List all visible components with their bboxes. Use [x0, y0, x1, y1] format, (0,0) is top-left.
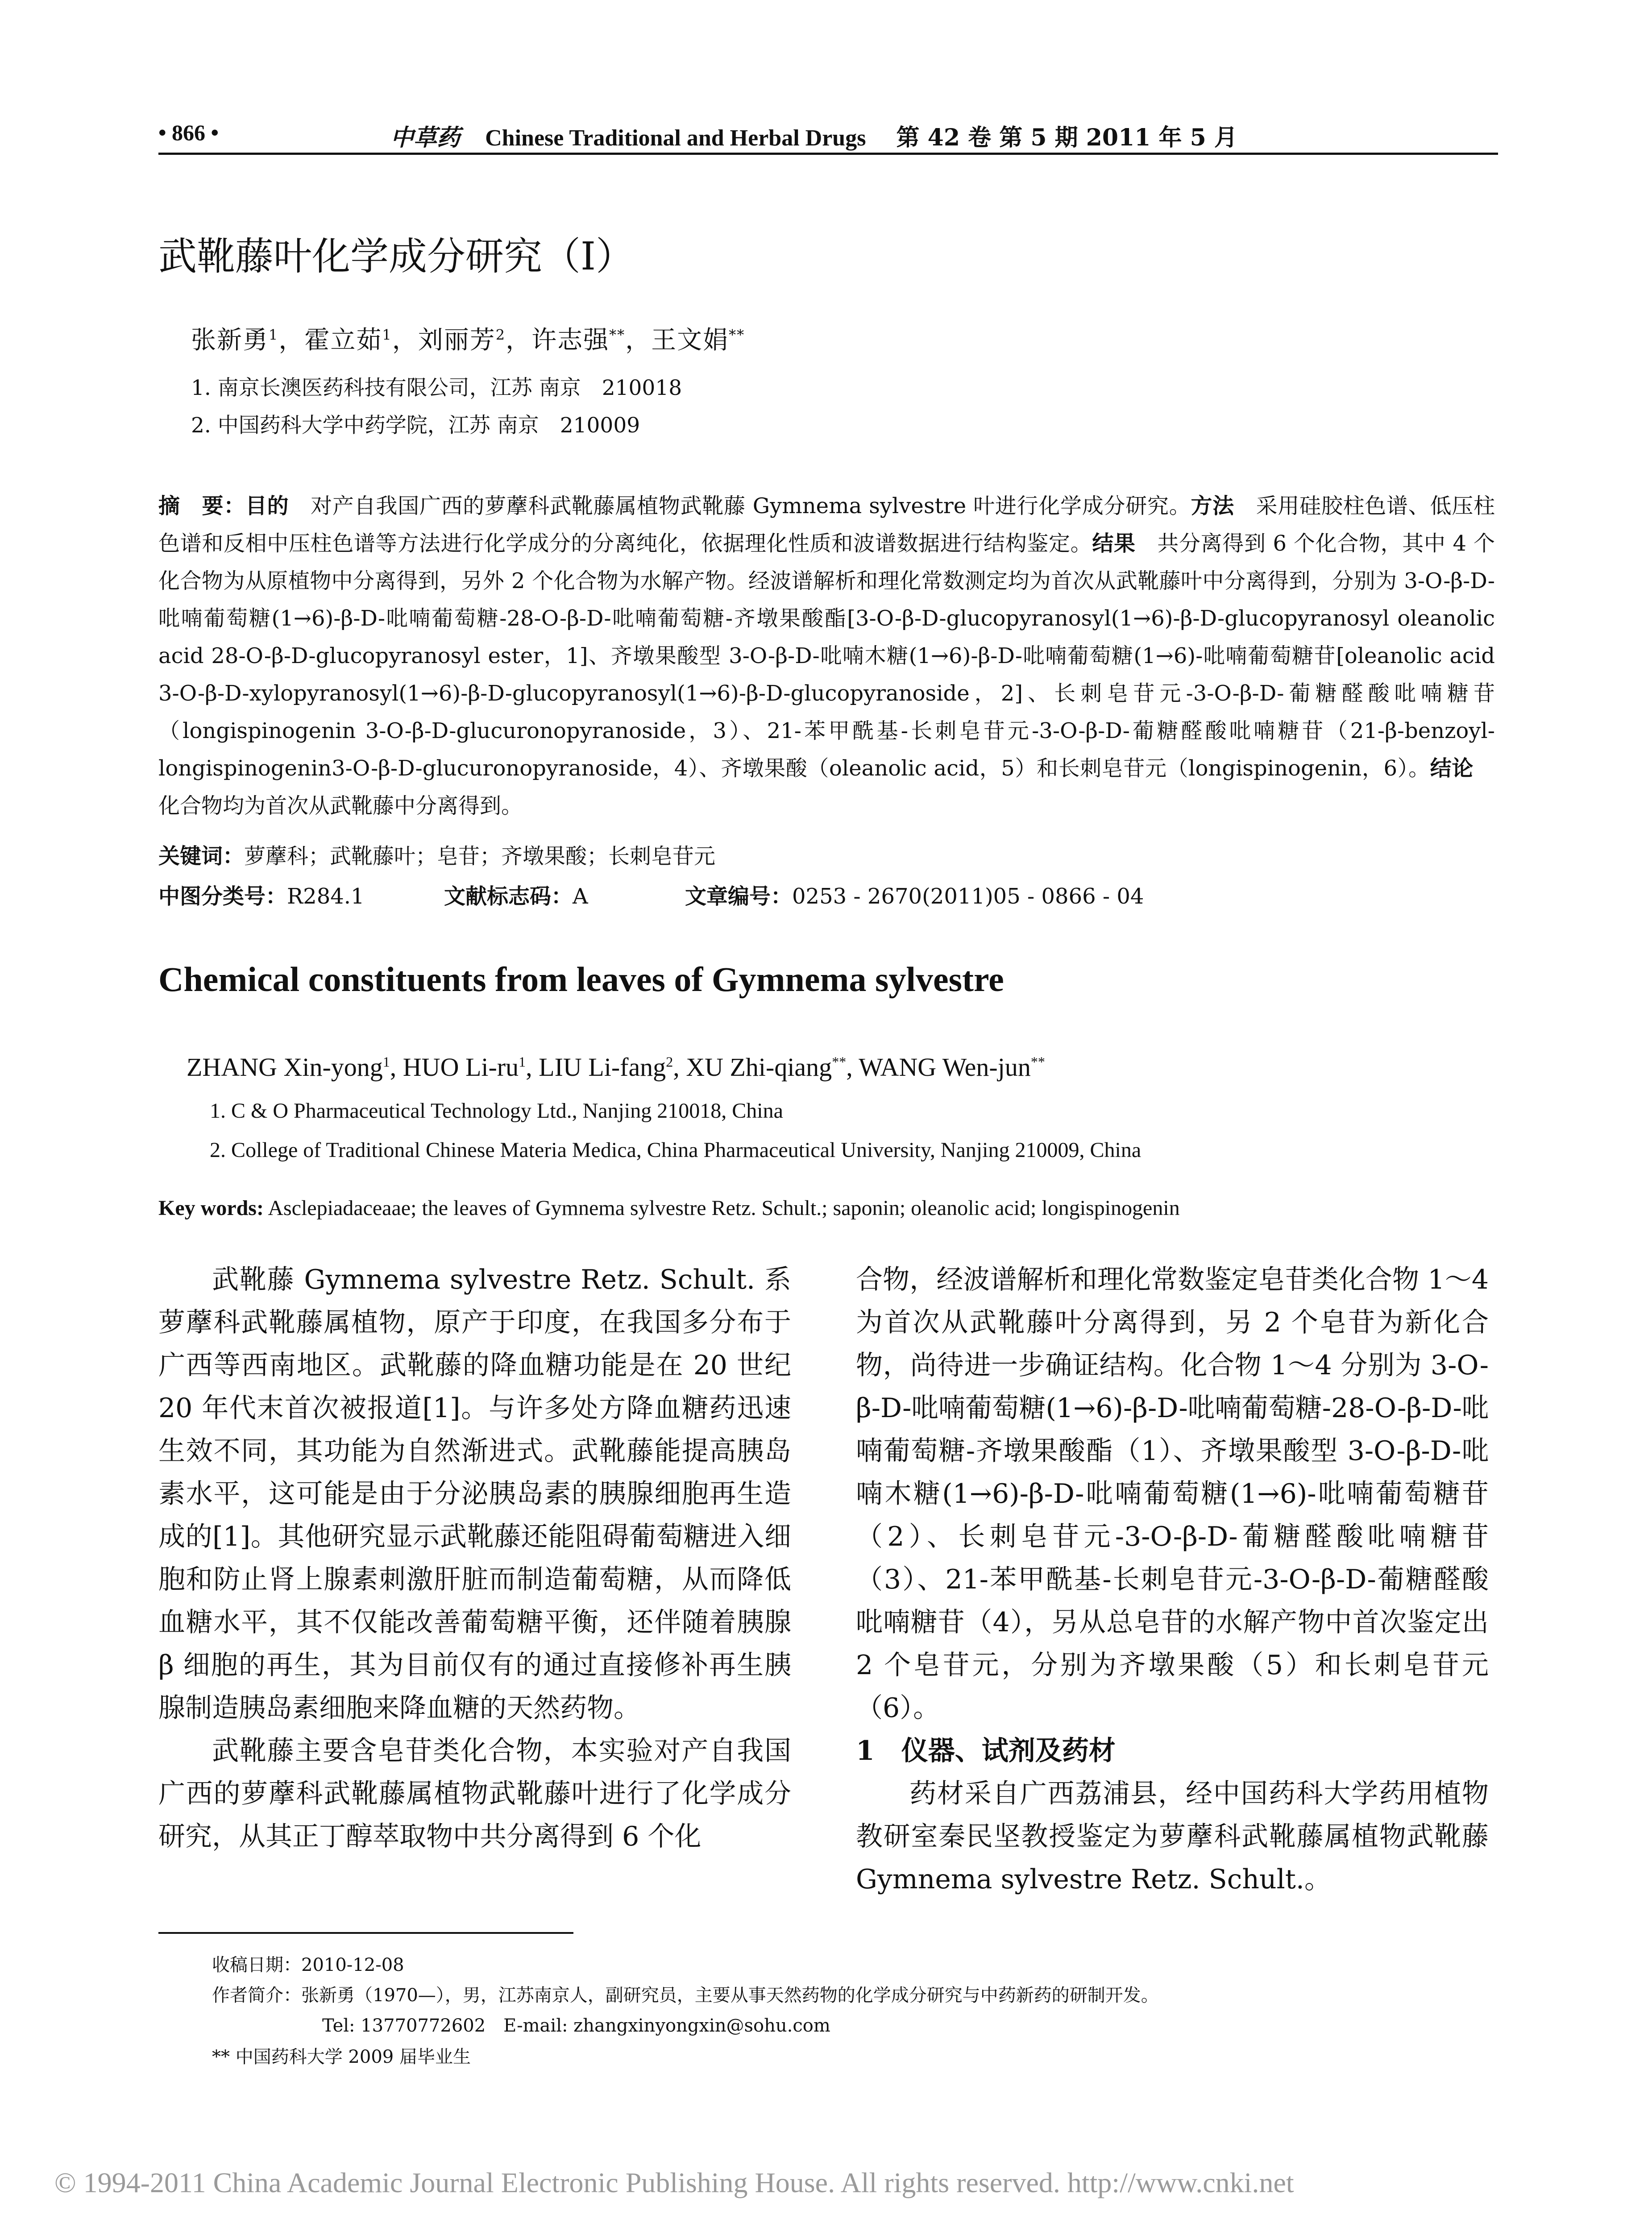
affiliation-en: 1. C & O Pharmaceutical Technology Ltd., Nanjing 210018, China	[210, 1099, 783, 1123]
affiliation-cn: 2. 中国药科大学中药学院，江苏 南京 210009	[191, 413, 640, 438]
authors-cn: 张新勇$^1$，霍立茹$^1$，刘丽芳$^2$，许志强**，王文娟**	[191, 326, 745, 355]
footnote-contact: Tel: 13770772602 E-mail: zhangxinyongxin@sohu.com	[322, 2015, 830, 2036]
classification-line	[158, 879, 1144, 910]
author-affil-mark: **	[1030, 1053, 1045, 1070]
header-rule	[158, 153, 1498, 155]
author-name: 张新勇	[191, 326, 269, 355]
running-header	[158, 117, 1498, 151]
author-name: 王文娟	[651, 326, 729, 355]
authors-en: ZHANG Xin-yong$^1$, HUO $Li-ru^1$, LIU Li-fang$^2$, XU Zhi-qiang**, WANG Wen-jun**	[187, 1053, 1045, 1082]
result-label: 结果	[1092, 531, 1136, 556]
author-affil-mark: 1	[519, 1053, 526, 1070]
journal-name-cn: 中草药	[390, 124, 461, 151]
keywords-label: 关键词：	[158, 844, 245, 869]
author-name: 刘丽芳	[418, 326, 496, 355]
keywords-text: 萝藦科；武靴藤叶；皂苷；齐墩果酸；长刺皂苷元	[244, 844, 716, 869]
keywords-en-text: Asclepiadaceaae; the leaves of Gymnema sylvestre Retz. Schult.; saponin; oleanolic acid; longispinogenin	[263, 1196, 1180, 1220]
abstract-objective: 对产自我国广西的萝藦科武靴藤属植物武靴藤 Gymnema sylvestre 叶进行化学成分研究。	[289, 493, 1191, 518]
author-affil-mark: **	[832, 1053, 847, 1070]
journal-line	[390, 119, 1237, 152]
body-paragraph: 武靴藤主要含皂苷类化合物，本实验对产自我国广西的萝藦科武靴藤属植物武靴藤叶进行了化学成分研究，从其正丁醇萃取物中共分离得到 6 个化	[158, 1735, 791, 1852]
footnote-note: ** 中国药科大学 2009 届毕业生	[212, 2047, 471, 2067]
article-no-value: 0253 - 2670(2011)05 - 0866 - 04	[792, 884, 1144, 909]
article-no-label: 文章编号：	[685, 884, 793, 909]
body-column-right	[856, 1258, 1489, 1901]
page-number: • 866 •	[158, 120, 219, 145]
doc-code-value: A	[573, 884, 588, 909]
journal-name-en: Chinese Traditional and Herbal Drugs	[485, 125, 866, 151]
section-heading: 1 仪器、试剂及药材	[856, 1735, 1116, 1767]
doc-code-label: 文献标志码：	[444, 884, 573, 909]
body-paragraph: 药材采自广西荔浦县，经中国药科大学药用植物教研室秦民坚教授鉴定为萝藦科武靴藤属植物武靴藤 Gymnema sylvestre Retz. Schult.。	[856, 1778, 1489, 1895]
body-paragraph: 合物，经波谱解析和理化常数鉴定皂苷类化合物 1～4 为首次从武靴藤叶分离得到，另 2 个皂苷为新化合物，尚待进一步确证结构。化合物 1～4 分别为 3-O-β-D-吡喃葡萄糖(1→6)-β-D-吡喃葡萄糖-28-O-β-D-吡喃葡萄糖-齐墩果酸酯（1）、齐墩果酸型 3-O-β-D-吡喃木糖(1→6)-β-D-吡喃葡萄糖(1→6)-吡喃葡萄糖苷（2）、长刺皂苷元-3-O-β-D-葡糖醛酸吡喃糖苷（3）、21-苯甲酰基-长刺皂苷元-3-O-β-D-葡糖醛酸吡喃糖苷（4），另从总皂苷的水解产物中首次鉴定出 2 个皂苷元，分别为齐墩果酸（5）和长刺皂苷元（6）。	[856, 1264, 1489, 1724]
abstract-cn	[158, 487, 1495, 825]
author-affil-mark: **	[609, 326, 626, 344]
author-name: HUO Li-ru	[403, 1053, 519, 1082]
author-name: LIU Li-fang	[539, 1053, 666, 1082]
author-name: 许志强	[531, 326, 610, 355]
clc-value: R284.1	[287, 884, 365, 909]
copyright-watermark: © 1994-2011 China Academic Journal Electronic Publishing House. All rights reserved. http://www.cnki.net	[54, 2167, 1294, 2198]
title-cn: 武靴藤叶化学成分研究（I）	[158, 234, 634, 279]
author-affil-mark: 1	[269, 326, 279, 344]
author-affil-mark: 1	[382, 326, 392, 344]
author-name: WANG Wen-jun	[859, 1053, 1031, 1082]
author-affil-mark: 2	[666, 1053, 673, 1070]
conclusion-label: 结论	[1430, 756, 1474, 781]
volume-issue: 第 42 卷 第 5 期 2011 年 5 月	[896, 124, 1237, 151]
abstract-result: 共分离得到 6 个化合物，其中 4 个化合物为从原植物中分离得到，另外 2 个化合物为水解产物。经波谱解析和理化常数测定均为首次从武靴藤叶中分离得到，分别为 3-O-β-D-吡喃葡萄糖(1→6)-β-D-吡喃葡萄糖-28-O-β-D-吡喃葡萄糖-齐墩果酸酯[3-O-β-D-glucopyranosyl(1→6)-β-D-glucopyranosyl oleanolic acid 28-O-β-D-glucopyranosyl ester，1]、齐墩果酸型 3-O-β-D-吡喃木糖(1→6)-β-D-吡喃葡萄糖(1→6)-吡喃葡萄糖苷[oleanolic acid 3-O-β-D-xylopyranosyl(1→6)-β-D-glucopyranosyl(1→6)-β-D-glucopyranoside，2]、长刺皂苷元-3-O-β-D-葡糖醛酸吡喃糖苷（longispinogenin 3-O-β-D-glucuronopyranoside，3）、21-苯甲酰基-长刺皂苷元-3-O-β-D-葡糖醛酸吡喃糖苷（21-β-benzoyl-longispinogenin3-O-β-D-glucuronopyranoside，4）、齐墩果酸（oleanolic acid，5）和长刺皂苷元（longispinogenin，6）。	[158, 531, 1495, 781]
author-affil-mark: 2	[495, 326, 506, 344]
author-name: XU Zhi-qiang	[686, 1053, 832, 1082]
affiliation-cn: 1. 南京长澳医药科技有限公司，江苏 南京 210018	[191, 376, 682, 400]
method-label: 方法	[1191, 493, 1234, 518]
abstract-conclusion: 化合物均为首次从武靴藤中分离得到。	[158, 756, 1495, 818]
footnote-rule	[158, 1932, 573, 1934]
author-affil-mark: 1	[382, 1053, 390, 1070]
keywords-en	[158, 1196, 1180, 1220]
keywords-en-label: Key words:	[158, 1196, 264, 1220]
body-column-left	[158, 1258, 791, 1858]
author-name: 霍立茹	[304, 326, 382, 355]
clc-label: 中图分类号：	[158, 884, 287, 909]
footnote-bio: 作者简介：张新勇（1970—），男，江苏南京人，副研究员，主要从事天然药物的化学成分研究与中药新药的研制开发。	[212, 1985, 1159, 2006]
abstract-method: 采用硅胶柱色谱、低压柱色谱和反相中压柱色谱等方法进行化学成分的分离纯化，依据理化性质和波谱数据进行结构鉴定。	[158, 493, 1495, 556]
author-affil-mark: **	[729, 326, 745, 344]
footnote-received: 收稿日期：2010-12-08	[212, 1955, 404, 1975]
body-paragraph: 武靴藤 Gymnema sylvestre Retz. Schult. 系萝藦科武靴藤属植物，原产于印度，在我国多分布于广西等西南地区。武靴藤的降血糖功能是在 20 世纪 20 年代末首次被报道[1]。与许多处方降血糖药迅速生效不同，其功能为自然渐进式。武靴藤能提高胰岛素水平，这可能是由于分泌胰岛素的胰腺细胞再生造成的[1]。其他研究显示武靴藤还能阻碍葡萄糖进入细胞和防止肾上腺素刺激肝脏而制造葡萄糖，从而降低血糖水平，其不仅能改善葡萄糖平衡，还伴随着胰腺 β 细胞的再生，其为目前仅有的通过直接修补再生胰腺制造胰岛素细胞来降血糖的天然药物。	[158, 1264, 791, 1724]
keywords-cn	[158, 839, 715, 870]
author-name: ZHANG Xin-yong	[187, 1053, 383, 1082]
abstract-label: 摘 要：目的	[158, 493, 289, 518]
affiliation-en: 2. College of Traditional Chinese Materia Medica, China Pharmaceutical University, Nanjing 210009, China	[210, 1138, 1141, 1162]
title-en: Chemical constituents from leaves of Gymnema sylvestre	[158, 960, 1004, 999]
